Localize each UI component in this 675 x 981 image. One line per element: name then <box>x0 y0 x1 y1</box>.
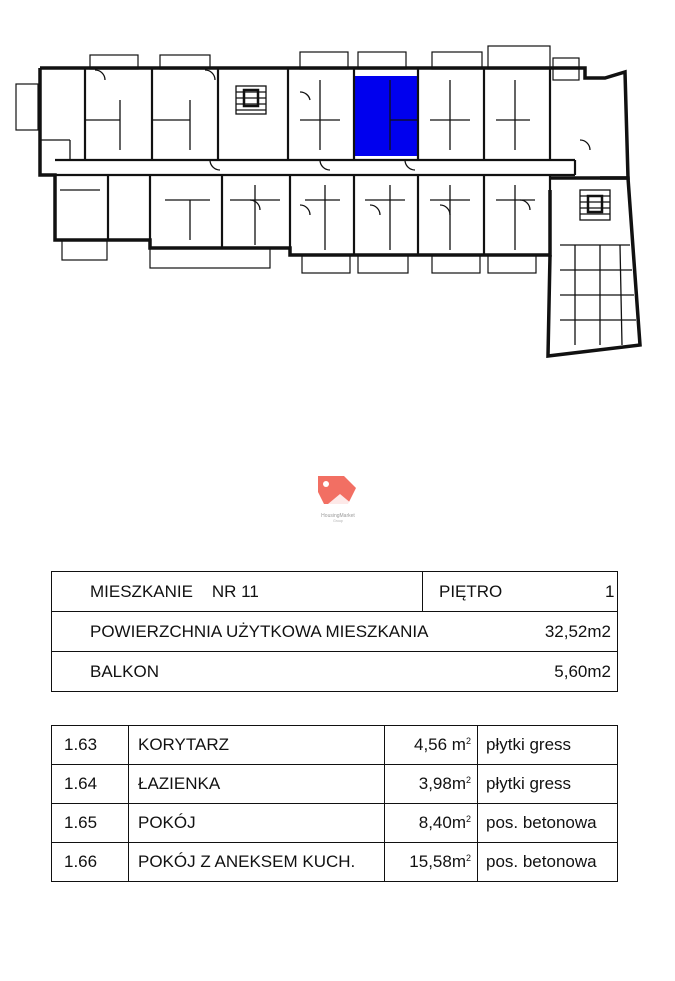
rooms-table <box>51 725 618 882</box>
room-area: $3,98m^2$ <box>385 765 478 804</box>
table-row <box>52 843 618 882</box>
room-code: 1.63 <box>52 726 129 765</box>
room-finish: płytki gress <box>478 765 618 804</box>
room-code: 1.66 <box>52 843 129 882</box>
logo-brand: HousingMarket <box>321 513 355 519</box>
room-name: POKÓJ <box>129 804 385 843</box>
room-finish: pos. betonowa <box>478 804 618 843</box>
outer-wall <box>40 68 550 255</box>
room-finish: płytki gress <box>478 726 618 765</box>
room-finish: pos. betonowa <box>478 843 618 882</box>
room-code: 1.65 <box>52 804 129 843</box>
balcony-bottom <box>358 255 408 273</box>
balcony-top <box>488 46 550 69</box>
logo-sub: Group <box>333 519 343 523</box>
floor-label: PIĘTRO <box>439 581 503 601</box>
room-area: $8,40m^2$ <box>385 804 478 843</box>
floor-cell <box>423 572 618 612</box>
apartment-summary-table <box>51 571 618 692</box>
area-label: POWIERZCHNIA UŻYTKOWA MIESZKANIA <box>90 621 429 641</box>
room-code: 1.64 <box>52 765 129 804</box>
highlighted-apartment <box>354 76 418 156</box>
room-name: POKÓJ Z ANEKSEM KUCH. <box>129 843 385 882</box>
balcony-bottom <box>432 255 480 273</box>
room-area: 4,56 $m^2$ <box>385 726 478 765</box>
outer-wall <box>40 68 628 178</box>
balcony-bottom <box>62 240 107 260</box>
apartment-label: MIESZKANIE <box>90 581 193 601</box>
balcony-bottom <box>302 255 350 273</box>
balcony-bottom <box>488 255 536 273</box>
apartment-number: NR 11 <box>211 581 259 601</box>
table-row <box>52 804 618 843</box>
table-row <box>52 726 618 765</box>
balcony-left <box>16 84 38 130</box>
area-value: 32,52m2 <box>544 622 611 641</box>
floor-value: 1 <box>605 581 615 601</box>
balcony-value: 5,60m2 <box>554 662 611 681</box>
outer-wall <box>548 178 640 356</box>
balcony-row <box>52 652 618 692</box>
balcony-bottom <box>150 248 270 268</box>
balcony-label: BALKON <box>90 661 159 681</box>
area-row <box>52 612 618 652</box>
room-area: $15,58m^2$ <box>385 843 478 882</box>
apartment-cell <box>52 572 423 612</box>
table-row <box>52 765 618 804</box>
room-name: ŁAZIENKA <box>129 765 385 804</box>
room-name: KORYTARZ <box>129 726 385 765</box>
floor-plan <box>0 0 675 380</box>
